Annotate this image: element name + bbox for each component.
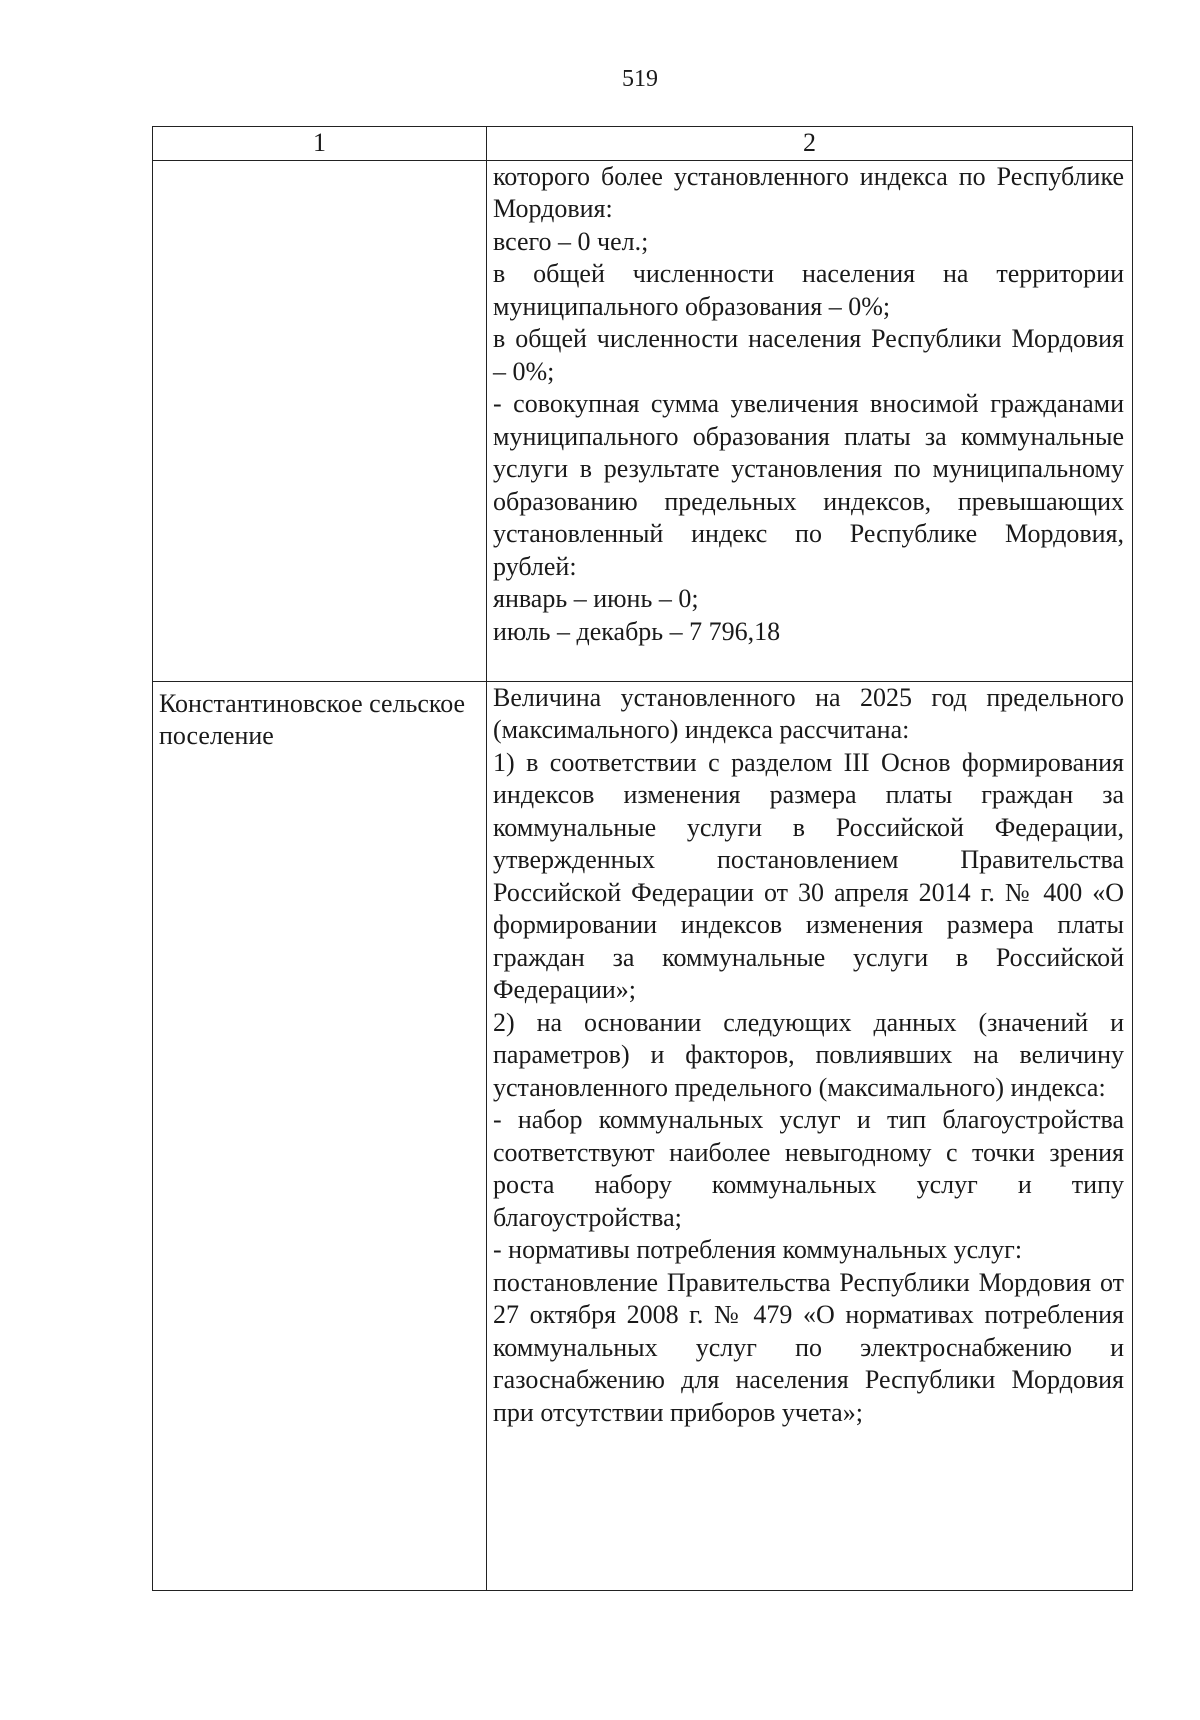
row-1-col-1 <box>153 160 487 681</box>
row-2-col-2 <box>487 681 1133 1590</box>
paragraph: Величина установленного на 2025 год предельного (максимального) индекса рассчитана: <box>493 682 1124 744</box>
paragraph: январь – июнь – 0; <box>493 584 699 613</box>
municipality-name <box>159 161 478 167</box>
paragraph: постановление Правительства Республики Мордовия от 27 октября 2008 г. № 479 «О нормативах потребления коммунальных услуг по электроснабжению и газоснабжению для населения Республики Мордовия при отсутствии приборов учета»; <box>493 1267 1124 1427</box>
table-header-row <box>153 127 1133 161</box>
row-1-description <box>493 161 1124 649</box>
paragraph: в общей численности населения на территории муниципального образования – 0%; <box>493 259 1124 321</box>
document-table <box>152 126 1133 1591</box>
paragraph: всего – 0 чел.; <box>493 226 649 256</box>
table-row <box>153 681 1133 1590</box>
page-number: 519 <box>622 66 658 92</box>
row-1-col-2 <box>487 160 1133 681</box>
table-row <box>153 160 1133 681</box>
column-header-2: 2 <box>487 127 1133 161</box>
paragraph: в общей численности населения Республики Мордовия – 0%; <box>493 324 1124 386</box>
paragraph: июль – декабрь – 7 796,18 <box>493 616 781 646</box>
row-2-description <box>493 682 1124 1430</box>
paragraph: - нормативы потребления коммунальных услуг: <box>493 1235 1023 1264</box>
paragraph: - набор коммунальных услуг и тип благоустройства соответствуют наиболее невыгодному с точки зрения роста набору коммунальных услуг и типу благоустройства; <box>493 1105 1124 1232</box>
paragraph: 2) на основании следующих данных (значений и параметров) и факторов, повлиявших на величину установленного предельного (максимального) индекса: <box>493 1007 1124 1102</box>
paragraph: - совокупная сумма увеличения вносимой гражданами муниципального образования платы за коммунальные услуги в результате установления по муниципальному образованию предельных индексов, превышающих установленный индекс по Республике Мордовия, рублей: <box>493 389 1124 581</box>
paragraph: 1) в соответствии с разделом III Основ формирования индексов изменения размера платы граждан за коммунальные услуги в Российской Федерации, утвержденных постановлением Правительства Российской Федерации от 30 апреля 2014 г. № 400 «О формировании индексов изменения размера платы граждан за коммунальные услуги в Российской Федерации»; <box>493 747 1124 1004</box>
paragraph: которого более установленного индекса по Республике Мордовия: <box>493 161 1124 223</box>
row-2-col-1 <box>153 681 487 1590</box>
municipality-name: Константиновское сельское поселение <box>159 688 466 750</box>
column-header-1: 1 <box>153 127 487 161</box>
